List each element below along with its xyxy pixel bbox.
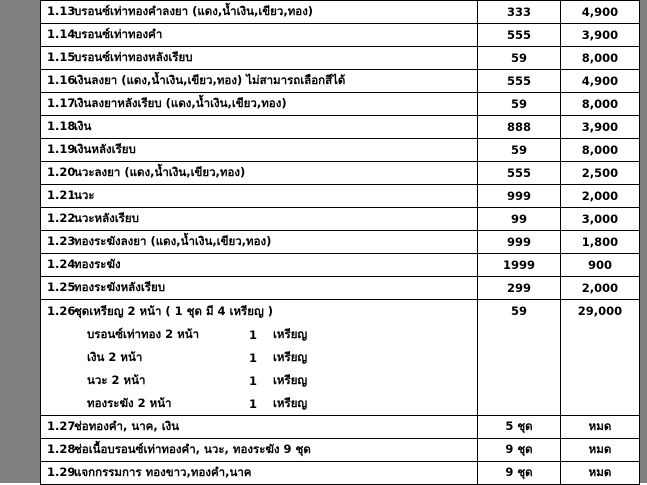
price-cell bbox=[561, 300, 640, 416]
item-code: 1.28 bbox=[47, 442, 76, 456]
sub-item-unit: เหรียญ bbox=[273, 395, 308, 410]
item-code: 1.29 bbox=[47, 465, 76, 479]
item-description: นวะหลังเรียบ bbox=[74, 211, 139, 225]
item-code: 1.25 bbox=[47, 280, 76, 294]
table-row bbox=[41, 277, 640, 300]
sub-item-unit: เหรียญ bbox=[273, 326, 308, 341]
item-code: 1.19 bbox=[47, 142, 76, 156]
item-cell bbox=[41, 116, 478, 139]
item-cell bbox=[41, 208, 478, 231]
table-row bbox=[41, 47, 640, 70]
item-cell bbox=[41, 416, 478, 439]
price-cell: 900 bbox=[561, 254, 640, 277]
table-row bbox=[41, 462, 640, 485]
table-row bbox=[41, 416, 640, 439]
item-description: ทองระฆัง bbox=[74, 257, 121, 271]
quantity-cell: 9 ชุด bbox=[478, 439, 561, 462]
item-description: เงินลงยา (แดง,น้ำเงิน,เขียว,ทอง) ไม่สามารถเลือกสีได้ bbox=[74, 73, 346, 87]
price-cell: 2,000 bbox=[561, 185, 640, 208]
quantity-cell: 59 bbox=[478, 93, 561, 116]
item-description: บรอนซ์เท่าทองคำ bbox=[74, 27, 163, 41]
table-row bbox=[41, 439, 640, 462]
price-cell: 8,000 bbox=[561, 139, 640, 162]
sub-item-qty: 1 bbox=[248, 327, 257, 342]
item-code: 1.23 bbox=[47, 234, 76, 248]
item-code: 1.18 bbox=[47, 119, 76, 133]
item-description: แจกกรรมการ ทองขาว,ทองคำ,นาค bbox=[74, 465, 252, 479]
quantity-cell: 59 bbox=[478, 47, 561, 70]
price-cell: 3,900 bbox=[561, 24, 640, 47]
price-cell: 8,000 bbox=[561, 93, 640, 116]
price-cell: หมด bbox=[561, 439, 640, 462]
table-row bbox=[41, 139, 640, 162]
quantity-cell: 555 bbox=[478, 162, 561, 185]
price-table-body bbox=[41, 1, 640, 485]
item-description: บรอนซ์เท่าทองหลังเรียบ bbox=[74, 50, 193, 64]
price-cell: 2,500 bbox=[561, 162, 640, 185]
item-cell bbox=[41, 1, 478, 24]
price-cell: 8,000 bbox=[561, 47, 640, 70]
set-qty: 59 bbox=[510, 304, 527, 318]
price-table bbox=[40, 0, 640, 485]
sub-item-unit: เหรียญ bbox=[273, 372, 308, 387]
quantity-cell: 1999 bbox=[478, 254, 561, 277]
quantity-cell: 999 bbox=[478, 231, 561, 254]
table-row bbox=[41, 93, 640, 116]
set-item-cell bbox=[41, 300, 478, 416]
table-row bbox=[41, 70, 640, 93]
table-row bbox=[41, 24, 640, 47]
item-description: ทองระฆังลงยา (แดง,น้ำเงิน,เขียว,ทอง) bbox=[74, 234, 272, 248]
price-cell: 4,900 bbox=[561, 70, 640, 93]
item-code: 1.17 bbox=[47, 96, 76, 110]
item-description: เงินหลังเรียบ bbox=[74, 142, 136, 156]
table-row-set bbox=[41, 300, 640, 416]
item-description: ช่อเนื้อบรอนซ์เท่าทองคำ, นวะ, ทองระฆัง 9 ชุด bbox=[74, 442, 311, 456]
item-description: ชุดเหรียญ 2 หน้า ( 1 ชุด มี 4 เหรียญ ) bbox=[74, 304, 274, 318]
quantity-cell: 999 bbox=[478, 185, 561, 208]
item-code: 1.20 bbox=[47, 165, 76, 179]
item-cell bbox=[41, 439, 478, 462]
sub-item-name: ทองระฆัง 2 หน้า bbox=[87, 395, 172, 410]
price-cell: 2,000 bbox=[561, 277, 640, 300]
quantity-cell: 555 bbox=[478, 24, 561, 47]
left-margin-bar bbox=[0, 0, 40, 483]
item-description: ช่อทองคำ, นาค, เงิน bbox=[74, 419, 180, 433]
item-code: 1.26 bbox=[47, 304, 76, 318]
price-cell: 1,800 bbox=[561, 231, 640, 254]
table-row bbox=[41, 231, 640, 254]
table-row bbox=[41, 1, 640, 24]
item-cell bbox=[41, 93, 478, 116]
set-item-heading bbox=[41, 300, 477, 323]
quantity-cell: 5 ชุด bbox=[478, 416, 561, 439]
quantity-cell: 299 bbox=[478, 277, 561, 300]
table-row bbox=[41, 254, 640, 277]
price-cell: หมด bbox=[561, 462, 640, 485]
item-cell bbox=[41, 70, 478, 93]
item-cell bbox=[41, 185, 478, 208]
price-cell: 3,900 bbox=[561, 116, 640, 139]
item-cell bbox=[41, 231, 478, 254]
quantity-cell: 888 bbox=[478, 116, 561, 139]
item-code: 1.22 bbox=[47, 211, 76, 225]
item-description: บรอนซ์เท่าทองคำลงยา (แดง,น้ำเงิน,เขียว,ทอง) bbox=[74, 4, 314, 18]
item-code: 1.27 bbox=[47, 419, 76, 433]
sub-item-qty: 1 bbox=[248, 373, 257, 388]
item-code: 1.21 bbox=[47, 188, 76, 202]
price-cell: หมด bbox=[561, 416, 640, 439]
item-description: นวะลงยา (แดง,น้ำเงิน,เขียว,ทอง) bbox=[74, 165, 246, 179]
item-cell bbox=[41, 254, 478, 277]
set-sub-item bbox=[41, 369, 477, 392]
set-sub-item bbox=[41, 392, 477, 415]
table-row bbox=[41, 185, 640, 208]
item-description: นวะ bbox=[74, 188, 95, 202]
sub-item-name: นวะ 2 หน้า bbox=[87, 372, 146, 387]
item-code: 1.16 bbox=[47, 73, 76, 87]
sub-item-qty: 1 bbox=[248, 350, 257, 365]
item-cell bbox=[41, 277, 478, 300]
quantity-cell: 59 bbox=[478, 139, 561, 162]
table-row bbox=[41, 208, 640, 231]
quantity-cell: 555 bbox=[478, 70, 561, 93]
price-cell: 3,000 bbox=[561, 208, 640, 231]
price-cell: 4,900 bbox=[561, 1, 640, 24]
set-price: 29,000 bbox=[577, 304, 623, 318]
sub-item-name: เงิน 2 หน้า bbox=[87, 349, 143, 364]
item-description: เงินลงยาหลังเรียบ (แดง,น้ำเงิน,เขียว,ทอง) bbox=[74, 96, 287, 110]
quantity-cell: 9 ชุด bbox=[478, 462, 561, 485]
item-code: 1.14 bbox=[47, 27, 76, 41]
item-code: 1.13 bbox=[47, 4, 76, 18]
right-margin-bar bbox=[639, 0, 647, 483]
quantity-cell bbox=[478, 300, 561, 416]
table-row bbox=[41, 116, 640, 139]
quantity-cell: 333 bbox=[478, 1, 561, 24]
item-cell bbox=[41, 462, 478, 485]
sub-item-name: บรอนซ์เท่าทอง 2 หน้า bbox=[87, 326, 200, 341]
quantity-cell: 99 bbox=[478, 208, 561, 231]
item-cell bbox=[41, 162, 478, 185]
set-sub-item bbox=[41, 323, 477, 346]
sub-item-qty: 1 bbox=[248, 396, 257, 411]
sub-item-unit: เหรียญ bbox=[273, 349, 308, 364]
item-description: ทองระฆังหลังเรียบ bbox=[74, 280, 165, 294]
table-row bbox=[41, 162, 640, 185]
item-code: 1.15 bbox=[47, 50, 76, 64]
item-code: 1.24 bbox=[47, 257, 76, 271]
item-description: เงิน bbox=[74, 119, 92, 133]
set-sub-item bbox=[41, 346, 477, 369]
item-cell bbox=[41, 139, 478, 162]
item-cell bbox=[41, 24, 478, 47]
item-cell bbox=[41, 47, 478, 70]
